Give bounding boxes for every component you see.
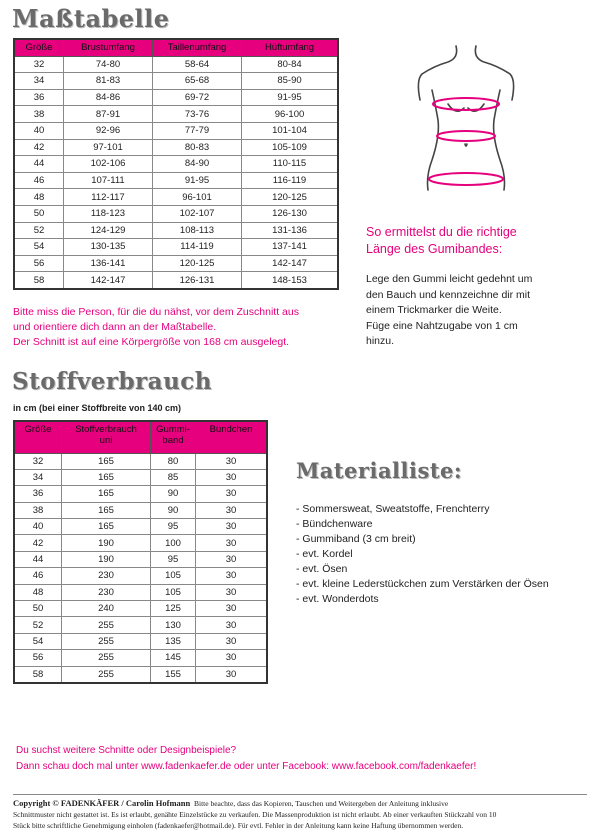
table-cell: 165 [62,469,151,485]
measure-note-line-2: und orientiere dich dann an der Maßtabelle. [13,321,217,333]
table-cell: 148-153 [242,272,339,289]
table-cell: 96-100 [242,106,339,123]
table-cell: 85-90 [242,73,339,90]
table-cell: 255 [62,650,151,666]
table-row [14,122,338,139]
table-row [14,106,338,123]
table-cell: 95 [151,519,196,535]
table-cell: 126-131 [153,272,242,289]
table-cell: 77-79 [153,122,242,139]
table-cell: 255 [62,617,151,633]
material-item: - Bündchenware [296,518,373,530]
table-cell: 190 [62,535,151,551]
table-cell: 118-123 [64,205,153,222]
legal-line-1: Bitte beachte, dass das Kopieren, Tauschen und Weitergeben der Anleitung inklusive [193,799,449,808]
table-row [14,255,338,272]
table-row [14,502,267,518]
band-instructions [366,272,532,350]
copyright: Copyright © FADENKÄFER / Carolin Hofmann [13,798,191,808]
table-row [14,172,338,189]
table-cell: 80-84 [242,56,339,73]
table-row [14,453,267,469]
table-cell: 48 [14,584,62,600]
band-text-line-5: hinzu. [366,335,395,347]
fabric-usage-header-line-1: Stoffverbrauch [75,424,137,435]
table-row [14,650,267,666]
table-cell: 130 [151,617,196,633]
table-cell: 30 [196,486,268,502]
table-row [14,469,267,485]
footer-promo-line-1: Du suchst weitere Schnitte oder Designbeispiele? [16,745,237,756]
fabric-cuff-header [196,421,268,453]
table-cell: 137-141 [242,239,339,256]
band-heading-line-1: So ermittelst du die richtige [366,225,517,239]
table-row [14,568,267,584]
table-row [14,89,338,106]
table-cell: 42 [14,139,64,156]
table-cell: 105 [151,568,196,584]
table-cell: 240 [62,601,151,617]
table-cell: 108-113 [153,222,242,239]
hip-header: Hüftumfang [242,39,339,56]
table-cell: 255 [62,666,151,683]
measure-note-line-1: Bitte miss die Person, für die du nähst, vor dem Zuschnitt aus [13,306,299,318]
table-cell: 46 [14,172,64,189]
table-cell: 65-68 [153,73,242,90]
table-cell: 142-147 [242,255,339,272]
table-row [14,73,338,90]
table-row [14,551,267,567]
material-item: - evt. Kordel [296,548,353,560]
measure-title: Maßtabelle [12,4,170,33]
fabric-cuff-header-text: Bündchen [209,424,253,435]
table-cell: 30 [196,666,268,683]
table-cell: 136-141 [64,255,153,272]
table-cell: 44 [14,551,62,567]
material-item: - evt. Wonderdots [296,593,379,605]
table-row [14,666,267,683]
table-cell: 30 [196,633,268,649]
table-row [14,601,267,617]
material-item: - evt. Ösen [296,563,348,575]
bust-header: Brustumfang [64,39,153,56]
table-cell: 50 [14,205,64,222]
table-cell: 230 [62,568,151,584]
table-cell: 30 [196,502,268,518]
table-cell: 255 [62,633,151,649]
table-cell: 105 [151,584,196,600]
table-cell: 54 [14,239,64,256]
table-cell: 84-90 [153,156,242,173]
table-row [14,56,338,73]
table-cell: 95 [151,551,196,567]
table-cell: 34 [14,73,64,90]
band-heading-line-2: Länge des Gumibandes: [366,242,503,256]
table-row [14,519,267,535]
table-cell: 230 [62,584,151,600]
table-cell: 165 [62,453,151,469]
materials-title: Materialliste: [296,458,463,483]
legal-line-2: Schnittmuster nicht gestattet ist. Es ist erlaubt, genähte Einzelstücke zu verkaufen. Die Massenproduktion ist nicht erlaubt. Ab einer verkauften Stückzahl von 10 [13,810,497,819]
table-cell: 84-86 [64,89,153,106]
size-table [13,38,339,290]
size-header: Größe [14,39,64,56]
footer-divider [13,794,587,795]
band-text-line-2: den Bauch und kennzeichne dir mit [366,288,531,301]
table-cell: 102-106 [64,156,153,173]
table-cell: 165 [62,502,151,518]
table-cell: 96-101 [153,189,242,206]
table-row [14,535,267,551]
table-cell: 165 [62,519,151,535]
material-item: - evt. kleine Lederstückchen zum Verstärken der Ösen [296,578,549,590]
band-text-line-3: einem Trickmarker die Weite. [366,304,502,316]
fabric-size-header-text: Größe [24,424,52,435]
table-row [14,205,338,222]
table-cell: 91-95 [153,172,242,189]
table-cell: 130-135 [64,239,153,256]
table-cell: 120-125 [153,255,242,272]
table-row [14,633,267,649]
table-cell: 52 [14,222,64,239]
table-cell: 34 [14,469,62,485]
table-cell: 56 [14,650,62,666]
table-cell: 38 [14,106,64,123]
band-text-line-1: Lege den Gummi leicht gedehnt um [366,273,533,285]
table-cell: 97-101 [64,139,153,156]
material-item: - Gummiband (3 cm breit) [296,533,416,545]
table-cell: 40 [14,519,62,535]
table-cell: 30 [196,453,268,469]
table-cell: 90 [151,502,196,518]
table-row [14,486,267,502]
legal-line-3: Stück bitte schriftliche Genehmigung einholen (fadenkaefer@hotmail.de). Für evtl. Fehler in der Anleitung kann keine Haftung übernommen werden. [13,821,464,830]
fabric-title: Stoffverbrauch [12,368,213,395]
fabric-subtitle: in cm (bei einer Stoffbreite von 140 cm) [13,403,182,413]
table-cell: 30 [196,617,268,633]
table-cell: 58-64 [153,56,242,73]
table-cell: 52 [14,617,62,633]
table-cell: 87-91 [64,106,153,123]
table-cell: 74-80 [64,56,153,73]
table-cell: 50 [14,601,62,617]
table-cell: 30 [196,568,268,584]
table-row [14,156,338,173]
footer-website-link[interactable]: Dann schau doch mal unter www.fadenkaefer.de oder unter Facebook: www.facebook.com/fadenkaefer! [16,761,477,772]
table-cell: 30 [196,551,268,567]
table-cell: 165 [62,486,151,502]
table-cell: 58 [14,272,64,289]
footer-legal [13,798,588,831]
band-heading [366,224,517,258]
measure-note-line-3: Der Schnitt ist auf eine Körpergröße von 168 cm ausgelegt. [13,336,290,348]
table-cell: 131-136 [242,222,339,239]
table-cell: 32 [14,56,64,73]
table-cell: 44 [14,156,64,173]
table-cell: 30 [196,535,268,551]
table-cell: 30 [196,584,268,600]
fabric-table [13,420,268,684]
table-cell: 105-109 [242,139,339,156]
table-cell: 73-76 [153,106,242,123]
materials-list [296,502,549,607]
table-cell: 116-119 [242,172,339,189]
torso-illustration [396,40,536,200]
table-cell: 30 [196,650,268,666]
table-cell: 107-111 [64,172,153,189]
table-cell: 30 [196,519,268,535]
table-cell: 190 [62,551,151,567]
table-cell: 48 [14,189,64,206]
table-cell: 32 [14,453,62,469]
table-cell: 42 [14,535,62,551]
table-cell: 81-83 [64,73,153,90]
fabric-usage-header-line-2: uni [99,435,113,446]
fabric-elastic-header-line-2: band [162,435,184,446]
table-cell: 46 [14,568,62,584]
table-cell: 126-130 [242,205,339,222]
footer-promo [16,743,476,775]
table-cell: 36 [14,89,64,106]
table-cell: 91-95 [242,89,339,106]
table-cell: 101-104 [242,122,339,139]
waist-header: Taillenumfang [153,39,242,56]
fabric-elastic-header [151,421,196,453]
fabric-usage-header [62,421,151,453]
measure-note [13,305,299,350]
table-cell: 142-147 [64,272,153,289]
table-cell: 36 [14,486,62,502]
table-row [14,139,338,156]
table-row [14,239,338,256]
table-cell: 112-117 [64,189,153,206]
table-cell: 90 [151,486,196,502]
fabric-size-header [14,421,62,453]
table-cell: 54 [14,633,62,649]
table-cell: 145 [151,650,196,666]
table-cell: 30 [196,469,268,485]
table-cell: 40 [14,122,64,139]
table-cell: 124-129 [64,222,153,239]
table-cell: 114-119 [153,239,242,256]
table-row [14,222,338,239]
table-cell: 80-83 [153,139,242,156]
table-cell: 155 [151,666,196,683]
table-cell: 120-125 [242,189,339,206]
material-item: - Sommersweat, Sweatstoffe, Frenchterry [296,503,490,515]
table-row [14,617,267,633]
table-cell: 102-107 [153,205,242,222]
fabric-elastic-header-line-1: Gummi- [156,424,190,435]
table-row [14,272,338,289]
table-cell: 38 [14,502,62,518]
table-cell: 92-96 [64,122,153,139]
table-cell: 100 [151,535,196,551]
band-text-line-4: Füge eine Nahtzugabe von 1 cm [366,319,518,332]
table-cell: 58 [14,666,62,683]
table-row [14,189,338,206]
table-cell: 56 [14,255,64,272]
table-cell: 69-72 [153,89,242,106]
table-row [14,584,267,600]
table-cell: 85 [151,469,196,485]
table-cell: 125 [151,601,196,617]
table-cell: 30 [196,601,268,617]
table-cell: 110-115 [242,156,339,173]
table-cell: 80 [151,453,196,469]
table-cell: 135 [151,633,196,649]
